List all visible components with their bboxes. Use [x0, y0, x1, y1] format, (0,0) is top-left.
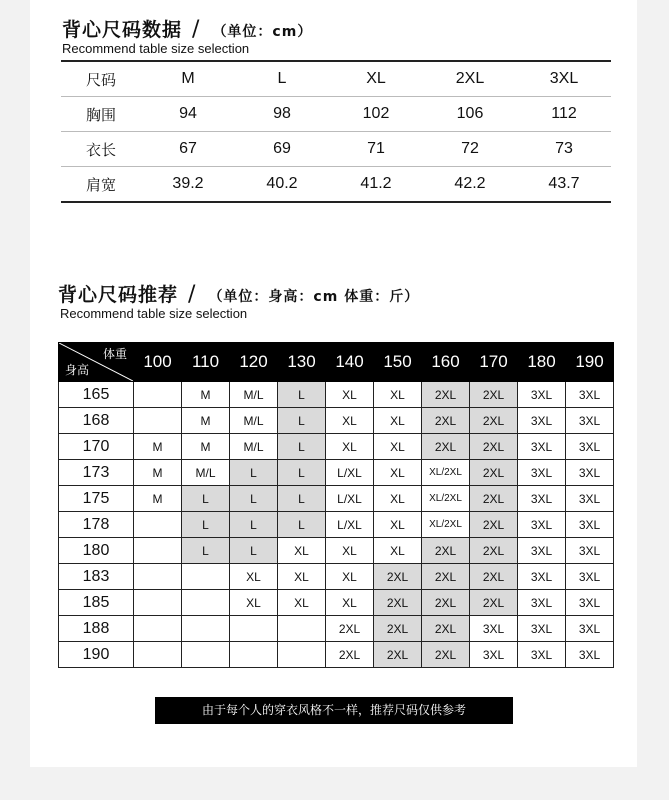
size-cell: 2XL	[422, 408, 470, 434]
size-cell	[134, 616, 182, 642]
height-cell: 175	[59, 486, 134, 512]
size-data-title: 背心尺码数据	[62, 19, 183, 41]
size-cell: XL	[326, 434, 374, 460]
size-cell: 3XL	[566, 408, 614, 434]
size-cell: 2XL	[470, 512, 518, 538]
size-cell: 3XL	[566, 382, 614, 408]
size-cell: 2XL	[470, 382, 518, 408]
size-cell	[182, 642, 230, 668]
title-slash: /	[188, 282, 197, 307]
height-cell: 165	[59, 382, 134, 408]
size-cell: M/L	[230, 408, 278, 434]
height-row	[59, 512, 614, 538]
title-slash: /	[192, 17, 201, 42]
size-cell: L	[278, 408, 326, 434]
size-cell: 2XL	[374, 616, 422, 642]
size-data-table	[61, 60, 611, 203]
size-cell: 3XL	[566, 590, 614, 616]
size-cell: XL	[278, 538, 326, 564]
size-cell: 2XL	[422, 382, 470, 408]
size-cell	[134, 512, 182, 538]
size-cell: L	[230, 486, 278, 512]
weight-header-cell: 130	[278, 343, 326, 382]
value-cell: 3XL	[517, 61, 611, 97]
weight-header-cell: 180	[518, 343, 566, 382]
size-cell: XL	[326, 538, 374, 564]
height-row	[59, 408, 614, 434]
height-cell: 168	[59, 408, 134, 434]
size-cell: 2XL	[422, 590, 470, 616]
size-cell: 2XL	[422, 642, 470, 668]
size-cell: 3XL	[518, 382, 566, 408]
height-row	[59, 460, 614, 486]
size-cell: 3XL	[566, 564, 614, 590]
weight-header-cell: 170	[470, 343, 518, 382]
size-cell: M	[134, 434, 182, 460]
size-cell: XL	[230, 564, 278, 590]
value-cell: 102	[329, 97, 423, 132]
disclaimer-note: 由于每个人的穿衣风格不一样，推荐尺码仅供参考	[155, 697, 513, 724]
weight-header-cell: 150	[374, 343, 422, 382]
size-cell: 2XL	[470, 590, 518, 616]
height-row	[59, 382, 614, 408]
size-cell	[134, 590, 182, 616]
size-cell: 3XL	[518, 460, 566, 486]
value-cell: 112	[517, 97, 611, 132]
value-cell: XL	[329, 61, 423, 97]
height-row	[59, 434, 614, 460]
height-cell: 180	[59, 538, 134, 564]
size-cell	[134, 564, 182, 590]
value-cell: 2XL	[423, 61, 517, 97]
size-cell: 2XL	[374, 642, 422, 668]
size-cell: XL	[374, 538, 422, 564]
height-axis-label: 身高	[65, 363, 90, 377]
measurement-row	[61, 132, 611, 167]
height-cell: 178	[59, 512, 134, 538]
height-cell: 170	[59, 434, 134, 460]
size-cell: 3XL	[518, 538, 566, 564]
size-cell: 3XL	[518, 486, 566, 512]
value-cell: M	[141, 61, 235, 97]
size-cell: M	[182, 382, 230, 408]
size-cell: L/XL	[326, 486, 374, 512]
size-cell: 3XL	[518, 590, 566, 616]
size-cell: L/XL	[326, 460, 374, 486]
size-cell: XL	[326, 408, 374, 434]
size-cell: L	[278, 486, 326, 512]
size-cell: 3XL	[566, 642, 614, 668]
weight-header-cell: 100	[134, 343, 182, 382]
size-cell: 3XL	[566, 512, 614, 538]
size-cell: 3XL	[518, 564, 566, 590]
height-row	[59, 564, 614, 590]
size-cell: XL	[278, 590, 326, 616]
size-cell: 3XL	[566, 616, 614, 642]
size-data-subtitle: Recommend table size selection	[62, 41, 250, 56]
size-cell: L	[182, 538, 230, 564]
weight-header-cell: 120	[230, 343, 278, 382]
size-cell: 2XL	[470, 434, 518, 460]
size-cell: L	[278, 434, 326, 460]
size-cell: XL/2XL	[422, 486, 470, 512]
value-cell: 72	[423, 132, 517, 167]
size-cell: 3XL	[470, 642, 518, 668]
size-recommend-heading	[58, 280, 419, 307]
size-cell: XL	[326, 590, 374, 616]
size-cell: M/L	[182, 460, 230, 486]
size-cell: 3XL	[566, 434, 614, 460]
value-cell: 94	[141, 97, 235, 132]
size-cell: M	[134, 486, 182, 512]
size-cell: 3XL	[566, 538, 614, 564]
size-cell	[134, 408, 182, 434]
size-cell: 2XL	[422, 434, 470, 460]
size-cell: 2XL	[422, 564, 470, 590]
value-cell: 98	[235, 97, 329, 132]
value-cell: 41.2	[329, 167, 423, 203]
size-cell: 2XL	[470, 486, 518, 512]
size-cell: 2XL	[326, 616, 374, 642]
value-cell: 69	[235, 132, 329, 167]
size-cell: 2XL	[470, 408, 518, 434]
height-cell: 188	[59, 616, 134, 642]
value-cell: 71	[329, 132, 423, 167]
size-data-heading	[62, 15, 312, 42]
size-cell: XL	[326, 382, 374, 408]
size-cell: 3XL	[518, 512, 566, 538]
value-cell: 40.2	[235, 167, 329, 203]
size-recommend-table	[58, 342, 614, 668]
size-cell: 2XL	[470, 564, 518, 590]
size-cell: 3XL	[566, 486, 614, 512]
row-label-cell: 胸围	[61, 97, 141, 132]
height-cell: 190	[59, 642, 134, 668]
size-cell: 3XL	[518, 408, 566, 434]
size-recommend-unit: （单位：身高：cm 体重：斤）	[208, 289, 420, 305]
size-cell: M	[182, 434, 230, 460]
value-cell: 43.7	[517, 167, 611, 203]
size-cell: M/L	[230, 382, 278, 408]
size-cell: L	[230, 460, 278, 486]
size-cell: XL	[374, 486, 422, 512]
value-cell: 106	[423, 97, 517, 132]
size-cell: 2XL	[374, 590, 422, 616]
weight-header-cell: 110	[182, 343, 230, 382]
size-cell	[134, 538, 182, 564]
size-cell: 2XL	[470, 460, 518, 486]
row-label-cell: 尺码	[61, 61, 141, 97]
size-cell: XL	[278, 564, 326, 590]
size-cell: XL	[230, 590, 278, 616]
value-cell: 42.2	[423, 167, 517, 203]
size-cell: 3XL	[566, 460, 614, 486]
weight-axis-label: 体重	[102, 347, 127, 361]
size-cell: M	[134, 460, 182, 486]
size-cell: XL	[374, 382, 422, 408]
size-cell	[278, 616, 326, 642]
size-cell: L	[278, 512, 326, 538]
size-cell: 2XL	[470, 538, 518, 564]
size-cell	[182, 590, 230, 616]
height-row	[59, 486, 614, 512]
row-label-cell: 肩宽	[61, 167, 141, 203]
weight-header-cell: 140	[326, 343, 374, 382]
size-cell: XL	[374, 512, 422, 538]
size-cell: L	[182, 512, 230, 538]
size-cell	[182, 616, 230, 642]
size-cell: XL	[374, 460, 422, 486]
size-recommend-title: 背心尺码推荐	[58, 284, 179, 306]
size-cell: L	[278, 382, 326, 408]
height-cell: 183	[59, 564, 134, 590]
size-cell: 3XL	[518, 434, 566, 460]
measurement-row	[61, 167, 611, 203]
size-cell: 3XL	[518, 642, 566, 668]
size-cell: 3XL	[518, 616, 566, 642]
size-data-unit: （单位：cm）	[212, 24, 313, 40]
size-cell	[182, 564, 230, 590]
size-cell: 2XL	[374, 564, 422, 590]
row-label-cell: 衣长	[61, 132, 141, 167]
height-row	[59, 538, 614, 564]
size-cell: L	[278, 460, 326, 486]
weight-header-cell: 160	[422, 343, 470, 382]
size-cell: 2XL	[422, 538, 470, 564]
size-cell: L	[182, 486, 230, 512]
size-cell: 2XL	[422, 616, 470, 642]
weight-header-row	[59, 343, 614, 382]
value-cell: 73	[517, 132, 611, 167]
measurement-row	[61, 97, 611, 132]
size-cell	[278, 642, 326, 668]
value-cell: 67	[141, 132, 235, 167]
corner-header-cell	[59, 343, 134, 382]
height-row	[59, 642, 614, 668]
size-cell: M	[182, 408, 230, 434]
size-cell: XL	[374, 408, 422, 434]
size-cell: 2XL	[326, 642, 374, 668]
height-cell: 173	[59, 460, 134, 486]
size-cell	[230, 642, 278, 668]
size-cell: L	[230, 512, 278, 538]
size-cell: L/XL	[326, 512, 374, 538]
size-cell: XL/2XL	[422, 512, 470, 538]
size-cell: 3XL	[470, 616, 518, 642]
value-cell: L	[235, 61, 329, 97]
size-cell	[134, 642, 182, 668]
size-recommend-subtitle: Recommend table size selection	[60, 306, 248, 321]
value-cell: 39.2	[141, 167, 235, 203]
height-row	[59, 616, 614, 642]
size-cell	[230, 616, 278, 642]
height-cell: 185	[59, 590, 134, 616]
size-cell: M/L	[230, 434, 278, 460]
size-cell: XL/2XL	[422, 460, 470, 486]
weight-header-cell: 190	[566, 343, 614, 382]
size-cell: XL	[374, 434, 422, 460]
size-header-row	[61, 61, 611, 97]
height-row	[59, 590, 614, 616]
size-cell: L	[230, 538, 278, 564]
size-cell	[134, 382, 182, 408]
size-cell: XL	[326, 564, 374, 590]
